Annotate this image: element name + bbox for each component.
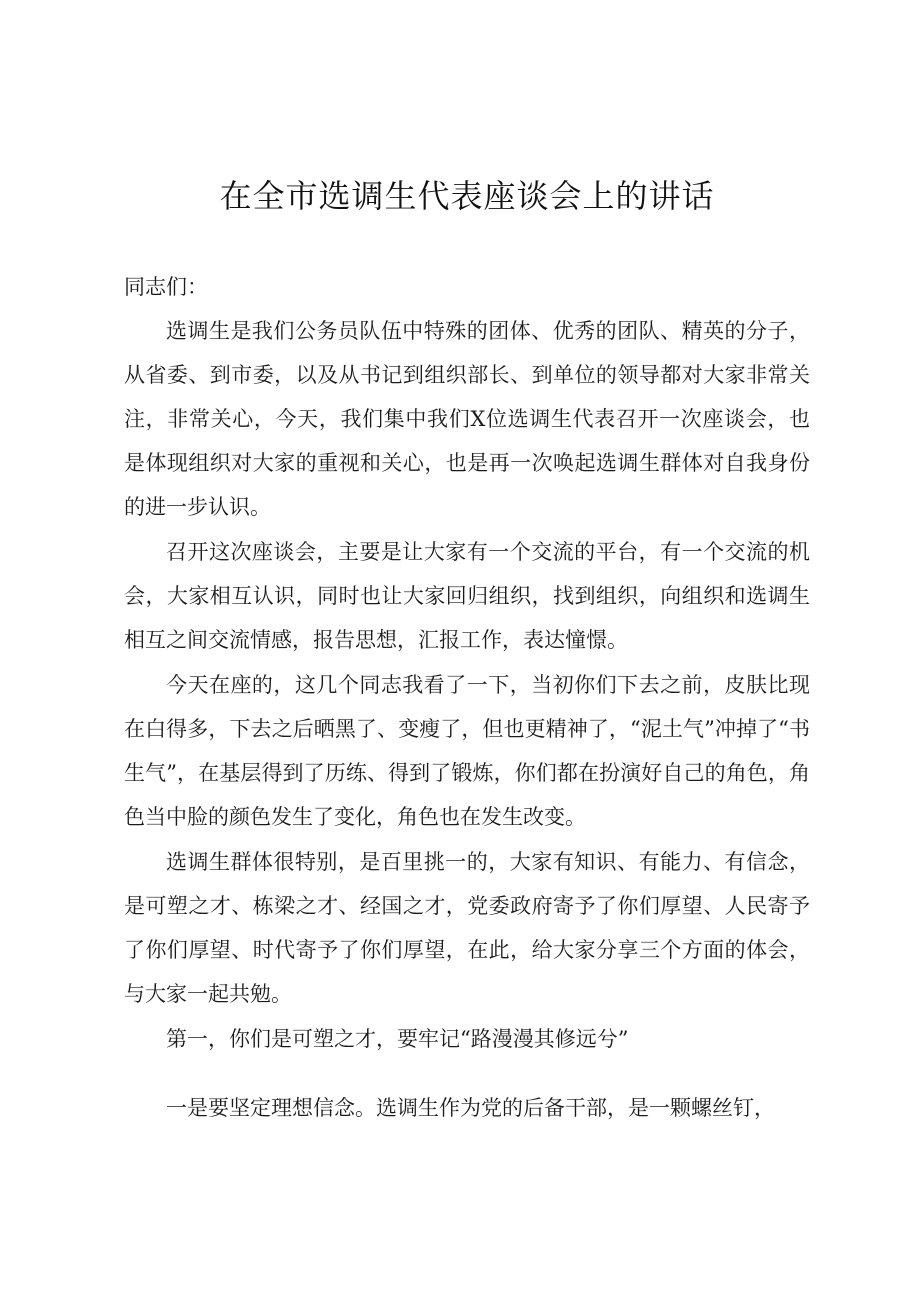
paragraph-1: 选调生是我们公务员队伍中特殊的团体、优秀的团队、精英的分子，从省委、到市委，以及从书记到组织部长、到单位的领导都对大家非常关注，非常关心，今天，我们集中我们X位选调生代表召开一次座谈会，也是体现组织对大家的重视和关心，也是再一次唤起选调生群体对自我身份的进一步认识。 — [124, 319, 810, 519]
paragraph-5: 一是要坚定理想信念。选调生作为党的后备干部，是一颗螺丝钉， — [166, 1096, 775, 1120]
paragraph-4: 选调生群体很特别，是百里挑一的，大家有知识、有能力、有信念，是可塑之才、栋梁之才、经国之才，党委政府寄予了你们厚望、人民寄予了你们厚望、时代寄予了你们厚望，在此，给大家分享三个方面的体会，与大家一起共勉。 — [124, 850, 810, 1006]
paragraph-3: 今天在座的，这几个同志我看了一下，当初你们下去之前，皮肤比现在白得多，下去之后晒黑了、变瘦了，但也更精神了，“泥土气”冲掉了“书生气”，在基层得到了历练、得到了锻炼，你们都在扮演好自己的角色，角色当中脸的颜色发生了变化，角色也在发生改变。 — [124, 673, 810, 829]
document-body — [124, 309, 810, 1131]
document-title: 在全市选调生代表座谈会上的讲话 — [219, 177, 715, 215]
paragraph-2: 召开这次座谈会，主要是让大家有一个交流的平台，有一个交流的机会，大家相互认识，同时也让大家回归组织，找到组织，向组织和选调生相互之间交流情感，报告思想，汇报工作，表达憧憬。 — [124, 540, 810, 652]
section-heading: 第一，你们是可塑之才，要牢记“路漫漫其修远兮” — [166, 1027, 629, 1051]
greeting: 同志们： — [124, 275, 208, 299]
